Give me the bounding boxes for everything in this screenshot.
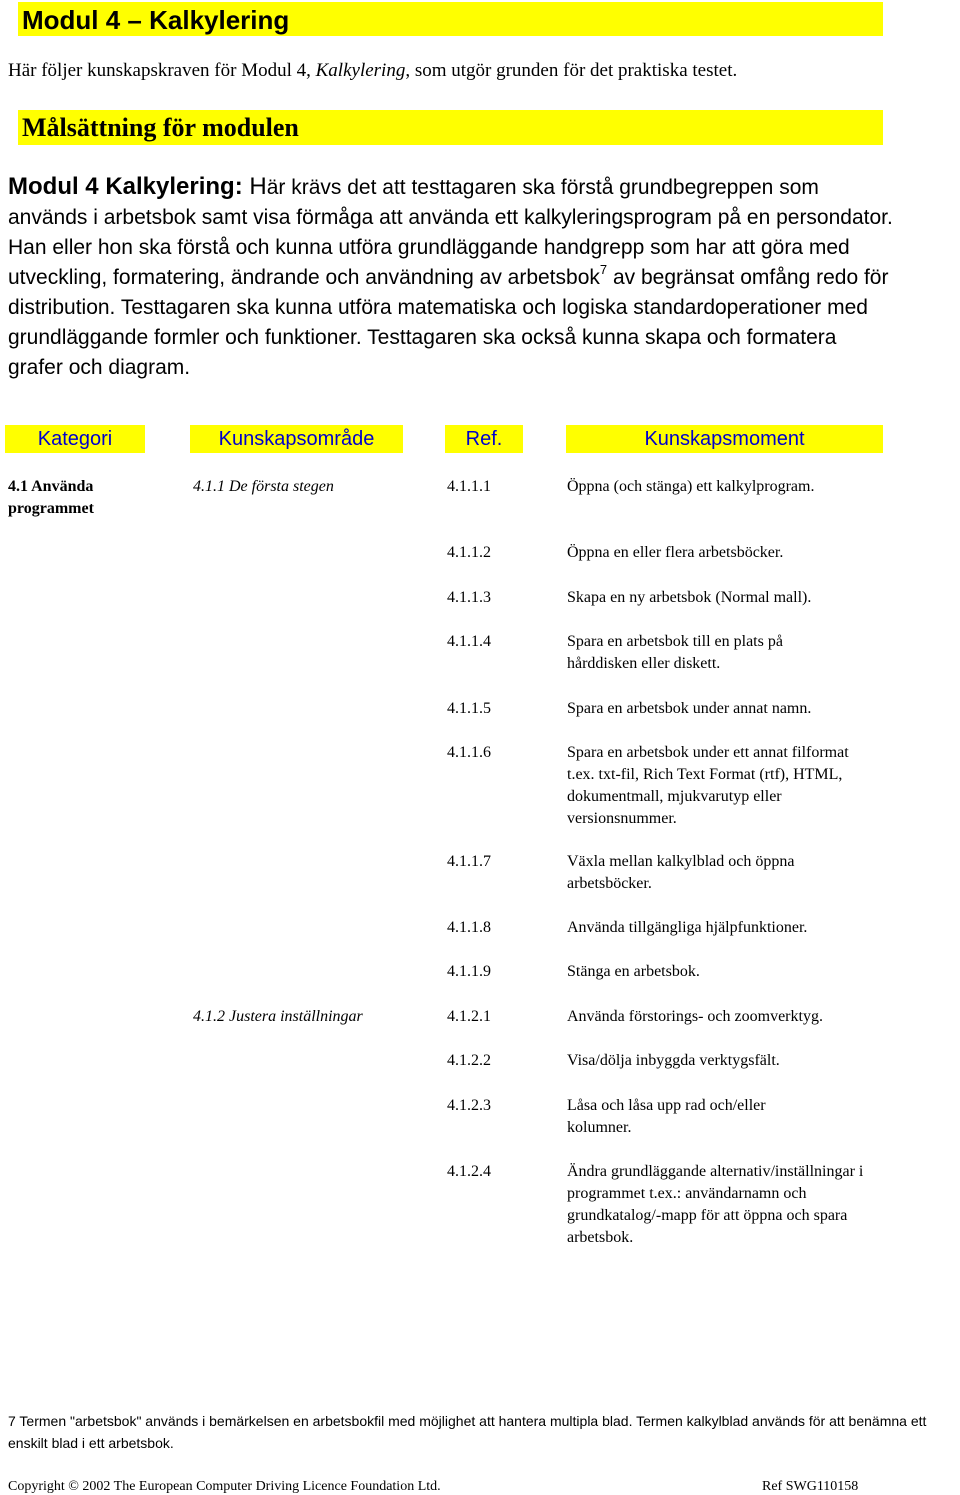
goal-heading: Målsättning för modulen [22, 113, 299, 142]
moment-cell: Spara en arbetsbok under ett annat filformat t.ex. txt-fil, Rich Text Format (rtf), HTML, dokumentmall, mjukvarutyp eller versionsnummer. [567, 744, 849, 827]
intro-paragraph [8, 60, 737, 82]
module-description [8, 172, 953, 383]
desc-line-4 [8, 263, 953, 293]
ref-cell: 4.1.1.9 [447, 963, 491, 980]
header-kategori: Kategori [5, 425, 145, 453]
moment-cell: Öppna en eller flera arbetsböcker. [567, 544, 784, 561]
moment-cell: Använda förstorings- och zoomverktyg. [567, 1008, 823, 1025]
moment-cell: Använda tillgängliga hjälpfunktioner. [567, 919, 808, 936]
intro-text-before: Här följer kunskapskraven för Modul 4, [8, 60, 316, 81]
ref-cell: 4.1.1.6 [447, 744, 491, 761]
footer-copyright: Copyright © 2002 The European Computer Driving Licence Foundation Ltd. [8, 1479, 441, 1494]
desc-text: utveckling, formatering, ändrande och användning av arbetsbok [8, 266, 600, 289]
area-cell: 4.1.2 Justera inställningar [193, 1008, 363, 1025]
ref-cell: 4.1.2.1 [447, 1008, 491, 1025]
desc-text: av begränsat omfång redo för [607, 266, 889, 289]
desc-text: är krävs det att testtagaren ska förstå grundbegreppen som [266, 176, 819, 199]
ref-cell: 4.1.1.2 [447, 544, 491, 561]
module-lead: Modul 4 Kalkylering: [8, 173, 250, 200]
ref-cell: 4.1.1.1 [447, 478, 491, 495]
moment-cell: Öppna (och stänga) ett kalkylprogram. [567, 478, 815, 495]
header-kunskapsmoment: Kunskapsmoment [566, 425, 883, 453]
ref-cell: 4.1.2.4 [447, 1163, 491, 1180]
ref-cell: 4.1.1.7 [447, 853, 491, 870]
moment-cell: Stänga en arbetsbok. [567, 963, 700, 980]
desc-line-2: används i arbetsbok samt visa förmåga att använda ett kalkyleringsprogram på en persondator. [8, 206, 893, 229]
category-cell: 4.1 Använda programmet [8, 478, 94, 517]
moment-cell: Ändra grundläggande alternativ/inställningar i programmet t.ex.: användarnamn och grundkatalog/-mapp för att öppna och spara arbetsbok. [567, 1163, 864, 1246]
header-kunskapsomrade: Kunskapsområde [190, 425, 403, 453]
header-ref: Ref. [445, 425, 523, 453]
desc-line-3: Han eller hon ska förstå och kunna utföra grundläggande handgrepp som har att göra med [8, 236, 850, 259]
page-title: Modul 4 – Kalkylering [22, 5, 290, 35]
ref-cell: 4.1.2.3 [447, 1097, 491, 1114]
moment-cell: Spara en arbetsbok till en plats på hårddisken eller diskett. [567, 633, 783, 672]
moment-cell: Växla mellan kalkylblad och öppna arbetsböcker. [567, 853, 795, 892]
intro-module-name: Kalkylering [315, 60, 406, 81]
module-lead-letter: H [249, 173, 267, 200]
desc-line-7: grafer och diagram. [8, 356, 191, 379]
desc-line-1 [8, 172, 953, 203]
desc-line-6: grundläggande formler och funktioner. Testtagaren ska också kunna skapa och formatera [8, 326, 837, 349]
ref-cell: 4.1.1.4 [447, 633, 491, 650]
desc-line-5: distribution. Testtagaren ska kunna utföra matematiska och logiska standardoperationer med [8, 296, 868, 319]
ref-cell: 4.1.1.5 [447, 700, 491, 717]
moment-cell: Låsa och låsa upp rad och/eller kolumner. [567, 1097, 766, 1136]
ref-cell: 4.1.1.3 [447, 589, 491, 606]
area-cell: 4.1.1 De första stegen [193, 478, 334, 495]
goal-highlight [18, 110, 883, 145]
intro-text-after: , som utgör grunden för det praktiska testet. [405, 60, 738, 81]
footnote: 7 Termen "arbetsbok" används i bemärkelsen en arbetsbokfil med möjlighet att hantera multipla blad. Termen kalkylblad används för att benämna ett enskilt blad i ett arbetsbok. [8, 1413, 927, 1451]
footer-ref: Ref SWG110158 [762, 1479, 859, 1494]
ref-cell: 4.1.1.8 [447, 919, 491, 936]
footnote-marker: 7 [599, 262, 608, 277]
moment-cell: Spara en arbetsbok under annat namn. [567, 700, 812, 717]
ref-cell: 4.1.2.2 [447, 1052, 491, 1069]
moment-cell: Skapa en ny arbetsbok (Normal mall). [567, 589, 812, 606]
title-highlight [18, 2, 883, 36]
moment-cell: Visa/dölja inbyggda verktygsfält. [567, 1052, 780, 1069]
